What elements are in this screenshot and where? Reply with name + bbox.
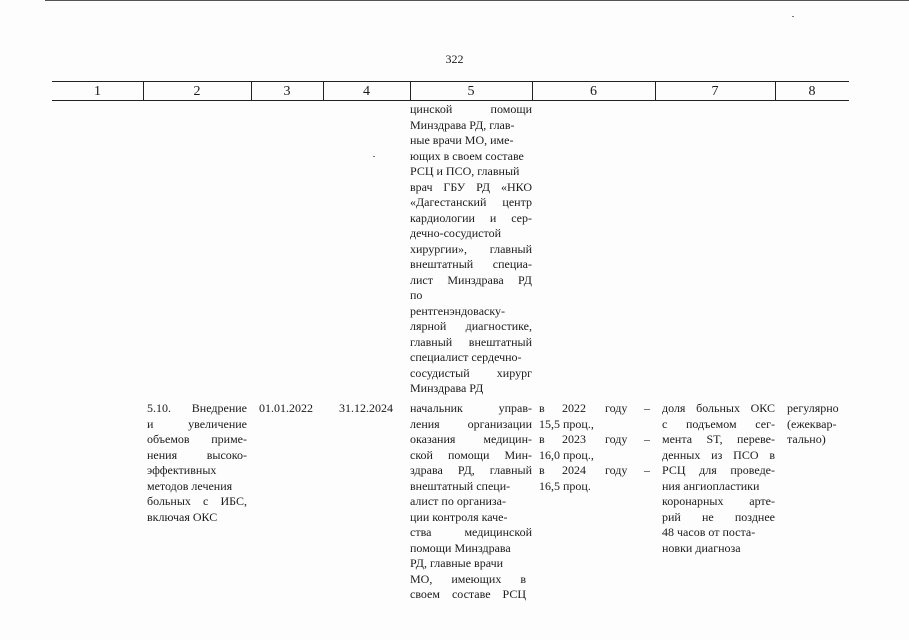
text-line: денных из ПСО в [662, 447, 775, 462]
target-value: 15,5 проц., [539, 416, 594, 431]
text-line: регулярно [787, 401, 839, 415]
text-line: оказания медицин- [410, 432, 532, 446]
text-line: рентгенэндоваску- [410, 303, 505, 318]
text-line: 5.10. Внедрение [147, 401, 247, 415]
column-number-8: 8 [808, 84, 816, 99]
text-line: новки диагноза [662, 540, 741, 555]
text-line: внештатный специа- [410, 257, 532, 271]
scan-speck [373, 156, 375, 157]
text-line: рий не позднее [662, 509, 775, 524]
dash-mark: – [644, 432, 650, 446]
text-line: с подъемом сег- [662, 416, 775, 431]
text-line: Минздрава РД [410, 381, 484, 395]
text-line: врач ГБУ РД «НКО [410, 179, 532, 194]
target-word: в [539, 432, 545, 446]
text-line: помощи Минздрава [410, 540, 511, 555]
top-edge-line [45, 0, 909, 1]
text-line: своем составе РСЦ [410, 587, 526, 601]
text-line: ющих в своем составе [410, 148, 524, 163]
text-line: ства медицинской [410, 525, 532, 539]
target-value: 16,5 проц. [539, 478, 591, 493]
target-unit: году [605, 463, 628, 477]
text-line: РСЦ для проведе- [662, 463, 775, 477]
target-year: 2022 [562, 401, 586, 415]
target-word: в [539, 463, 545, 477]
text-line: лярной диагностике, [410, 319, 532, 333]
text-line: внештатный специ- [410, 478, 511, 493]
text-line: эффективных [147, 463, 217, 477]
text-line: «Дагестанский центр [410, 195, 532, 209]
text-line: РД, главные врачи [410, 556, 504, 570]
text-line: ния ангиопластики [662, 478, 760, 493]
text-line: тально) [787, 432, 826, 446]
target-year: 2024 [562, 463, 586, 477]
text-line: включая ОКС [147, 509, 218, 524]
text-line: сосудистый хирург [410, 365, 532, 380]
target-year: 2023 [562, 432, 586, 446]
dash-mark: – [644, 401, 650, 415]
column-number-7: 7 [711, 84, 719, 99]
text-line: 48 часов от поста- [662, 525, 756, 539]
column-number-6: 6 [590, 84, 597, 99]
text-line: начальник управ- [410, 401, 532, 415]
text-line: главный внештатный [410, 334, 532, 349]
text-line: ные врачи МО, име- [410, 133, 514, 147]
text-line: МО, имеющих в [410, 571, 526, 586]
text-line: объемов приме- [147, 432, 247, 446]
end-date: 31.12.2024 [339, 401, 393, 415]
dash-mark: – [644, 463, 650, 477]
text-line: лист Минздрава РД [410, 272, 532, 287]
text-line: ской помощи Мин- [410, 447, 532, 462]
column-number-3: 3 [283, 84, 291, 99]
text-line: здрава РД, главный [410, 463, 532, 477]
text-line: мента ST, переве- [662, 432, 775, 446]
text-line: специалист сердечно- [410, 350, 522, 364]
target-unit: году [605, 432, 628, 446]
indicator-cell [662, 401, 775, 556]
text-line: кардиологии и сер- [410, 210, 532, 225]
text-line: Минздрава РД, глав- [410, 117, 515, 132]
target-value: 16,0 проц., [539, 447, 594, 462]
text-line: больных с ИБС, [147, 494, 247, 508]
column-number-4: 4 [363, 84, 370, 99]
text-line: ления организации [410, 416, 532, 431]
text-line: хирургии», главный [410, 241, 532, 256]
text-line: нения высоко- [147, 447, 247, 462]
table-header-bottom-rule [52, 100, 849, 101]
column-number-5: 5 [467, 84, 475, 99]
table-header-top-rule [52, 81, 849, 82]
text-line: дечно-сосудистой [410, 226, 501, 240]
text-line: доля больных ОКС [662, 401, 775, 415]
text-line: алист по организа- [410, 494, 506, 508]
text-line: и увеличение [147, 416, 247, 431]
page-number: 322 [445, 52, 464, 66]
target-unit: году [605, 401, 628, 415]
start-date: 01.01.2022 [259, 401, 313, 415]
text-line: цинской помощи [410, 102, 532, 116]
column-number-2: 2 [193, 84, 201, 99]
column-number-1: 1 [94, 84, 101, 99]
responsible-cell [410, 401, 532, 603]
text-line: РСЦ и ПСО, главный [410, 164, 520, 178]
text-line: по [410, 288, 423, 302]
text-line: ции контроля каче- [410, 509, 508, 524]
text-line: коронарных арте- [662, 494, 775, 508]
target-word: в [539, 401, 545, 415]
measure-name-cell [147, 401, 247, 525]
frequency-cell [787, 401, 849, 448]
scan-speck [792, 16, 794, 17]
text-line: методов лечения [147, 478, 233, 493]
responsible-cell-continued [410, 102, 532, 397]
text-line: (ежеквар- [787, 416, 837, 431]
